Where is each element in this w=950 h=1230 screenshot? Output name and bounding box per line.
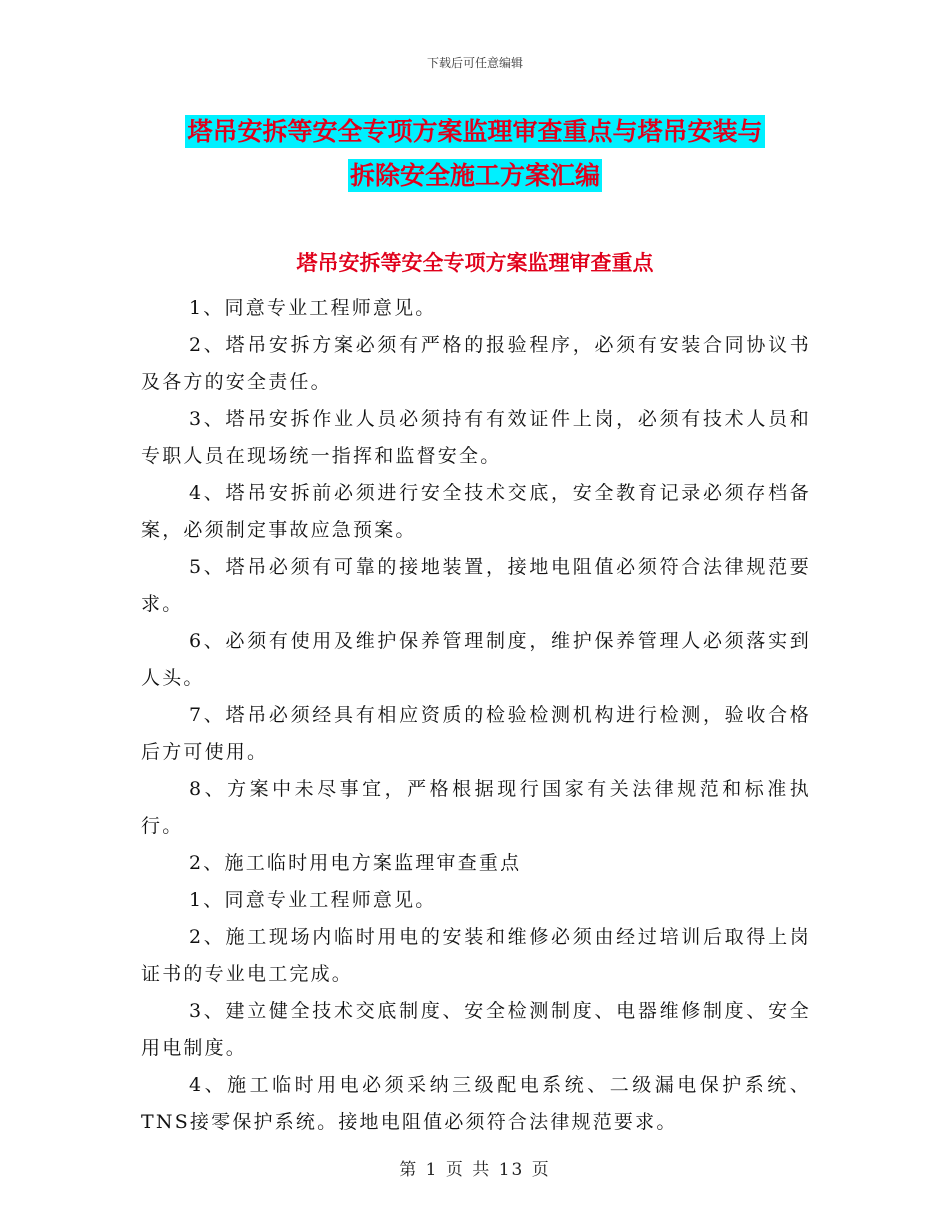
title-highlight-2: 拆除安全施工方案汇编 bbox=[349, 161, 600, 190]
title-highlight-1: 塔吊安拆等安全专项方案监理审查重点与塔吊安装与 bbox=[187, 117, 763, 146]
paragraph: 2、施工现场内临时用电的安装和维修必须由经过培训后取得上岗证书的专业电工完成。 bbox=[141, 926, 811, 985]
paragraph: 7、塔吊必须经具有相应资质的检验检测机构进行检测，验收合格后方可使用。 bbox=[141, 704, 811, 763]
paragraph: 1、同意专业工程师意见。 bbox=[189, 297, 437, 319]
page-header-note: 下载后可任意编辑 bbox=[426, 56, 523, 70]
paragraph: 2、施工临时用电方案监理审查重点 bbox=[189, 852, 522, 874]
paragraph: 2、塔吊安拆方案必须有严格的报验程序，必须有安装合同协议书及各方的安全责任。 bbox=[141, 334, 811, 393]
paragraph: 1、同意专业工程师意见。 bbox=[189, 889, 437, 911]
paragraph: 4、塔吊安拆前必须进行安全技术交底，安全教育记录必须存档备案，必须制定事故应急预案。 bbox=[141, 482, 811, 541]
page-footer: 第 1 页 共 13 页 bbox=[399, 1160, 551, 1180]
paragraph: 4、施工临时用电必须采纳三级配电系统、二级漏电保护系统、TNS接零保护系统。接地电阻值必须符合法律规范要求。 bbox=[141, 1074, 811, 1133]
document-body bbox=[141, 290, 811, 1141]
paragraph: 5、塔吊必须有可靠的接地装置，接地电阻值必须符合法律规范要求。 bbox=[141, 556, 811, 615]
paragraph: 3、塔吊安拆作业人员必须持有有效证件上岗，必须有技术人员和专职人员在现场统一指挥和监督安全。 bbox=[141, 408, 811, 467]
document-title bbox=[0, 110, 950, 198]
paragraph: 6、必须有使用及维护保养管理制度，维护保养管理人必须落实到人头。 bbox=[141, 630, 811, 689]
paragraph: 8、方案中未尽事宜，严格根据现行国家有关法律规范和标准执行。 bbox=[141, 778, 811, 837]
document-title-line-2 bbox=[0, 154, 950, 198]
paragraph: 3、建立健全技术交底制度、安全检测制度、电器维修制度、安全用电制度。 bbox=[141, 1000, 811, 1059]
document-title-line-1 bbox=[0, 110, 950, 154]
section-title: 塔吊安拆等安全专项方案监理审查重点 bbox=[296, 251, 654, 275]
